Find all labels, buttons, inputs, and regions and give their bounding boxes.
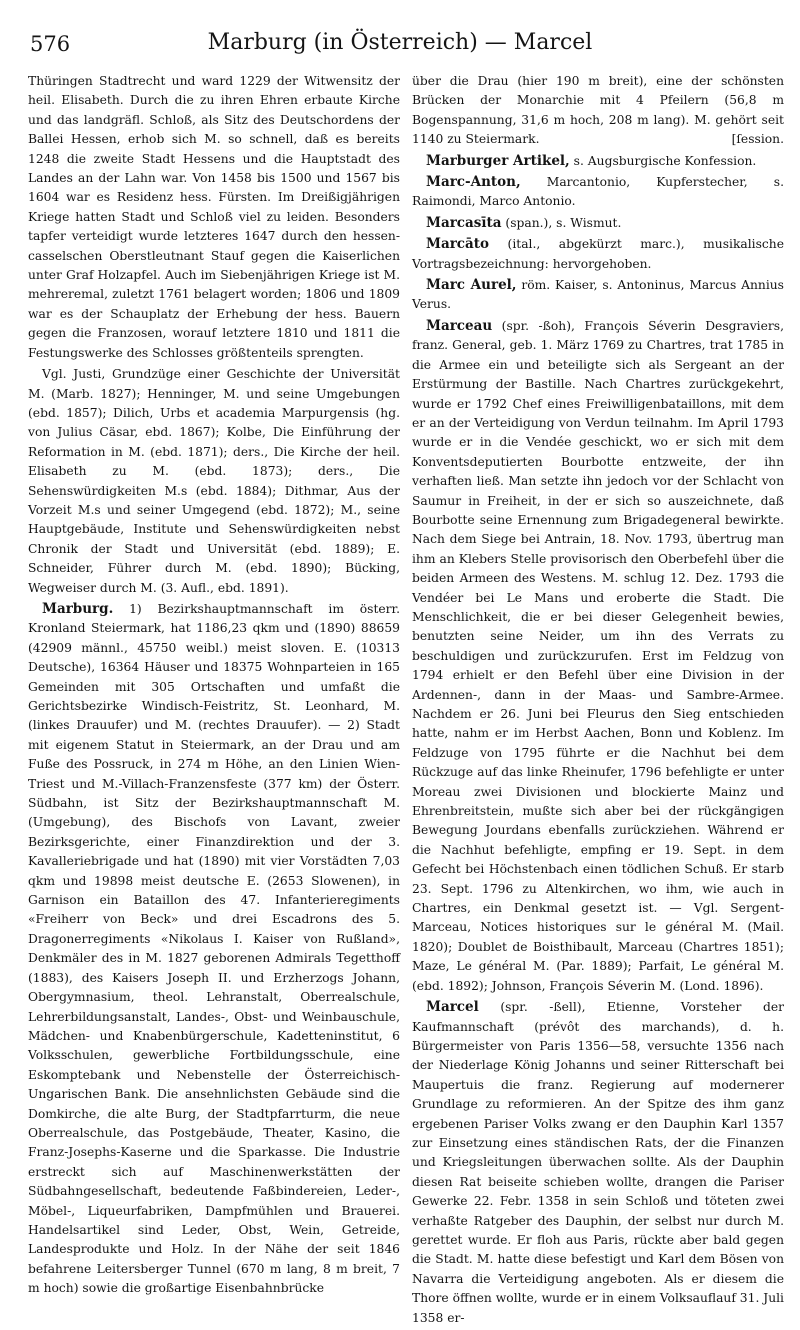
entry-marcel bbox=[412, 998, 784, 1328]
hyphen-carryover: [ſession. bbox=[731, 132, 784, 147]
references-text: Vgl. Justi, Grundzüge einer Geschichte der Universität M. (Marb. 1827); Henninger, M. und seine Umgebungen (ebd. 1857); Dilich, Urbs et academia Marpurgensis (hg. von Julius Cäsar, ebd. 1867); Kolbe, Die Einführung der Reformation in M. (ebd. 1871); ders., Die Kirche der heil. Elisabeth zu M. (ebd. 1873); ders., Die Sehenswürdigkeiten M.s (ebd. 1884); Dithmar, Aus der Vorzeit M.s und seiner Umgegend (ebd. 1872); M., seine Hauptgebäude, Institute und Sehenswürdigkeiten nebst Chronik der Stadt und Universität (ebd. 1889); E. Schneider, Führer durch M. (ebd. 1890); Bücking, Wegweiser durch M. (3. Aufl., ebd. 1891). bbox=[28, 367, 400, 595]
entry-headword: Marceau bbox=[426, 317, 493, 334]
entry-marcasita bbox=[412, 214, 784, 233]
paragraph-continuation bbox=[412, 72, 784, 150]
entry-text: s. Augsburgische Konfession. bbox=[573, 153, 757, 168]
entry-headword: Marc-Anton, bbox=[426, 174, 521, 191]
entry-headword: Marcel bbox=[426, 999, 479, 1016]
entry-text: (spr. -ßell), Etienne, Vorsteher der Kaufmannschaft (prévôt des marchands), d. h. Bürgermeister von Paris 1356—58, versuchte 1356 nach der Niederlage König Johanns und seiner Ritterschaft bei Maupertuis die franz. Regierung auf modernerer Grundlage zu reformieren. An der Spitze des ihm ganz ergebenen Pariser Volks zwang er den Dauphin Karl 1357 zur Einsetzung eines ständischen Rats, der die Finanzen und Kriegsleitungen überwachen sollte. Als der Dauphin diesen Rat beiseite schieben wollte, drangen die Pariser Gewerke 22. Febr. 1358 in sein Schloß und töteten zwei verhaßte Ratgeber des Dauphin, der selbst nur durch M. gerettet wurde. Er floh aus Paris, rückte aber bald gegen die Stadt. M. hatte diese befestigt und Karl dem Bösen von Navarra die Verteidigung angeboten. Als er diesem die Thore öffnen wollte, wurde er in einem Volksauflauf 31. Juli 1358 er- bbox=[412, 1000, 784, 1325]
entry-text: (spr. -ßoh), François Séverin Desgraviers, franz. General, geb. 1. März 1769 zu Chartres, trat 1785 in die Armee ein und beteiligte sich als Sergeant an der Erstürmung der Bastille. Nach Chartres zurückgekehrt, wurde er 1792 Chef eines Freiwilligenbataillons, mit dem er an der Verteidigung von Verdun teilnahm. Im April 1793 wurde er in die Vendée geschickt, wo er sich mit dem Konventsdeputierten Bourbotte entzweite, der ihn verhaften ließ. Man setzte ihn jedoch vor der Schlacht von Saumur in Freiheit, in der er sich so auszeichnete, daß Bourbotte seine Ernennung zum Brigadegeneral bewirkte. Nach dem Siege bei Antrain, 18. Nov. 1793, übertrug man ihm an Klebers Stelle provisorisch den Oberbefehl über die beiden Armeen des Westens. M. schlug 12. Dez. 1793 die Vendéer bei Le Mans und eroberte die Stadt. Die Menschlichkeit, die er bei dieser Gelegenheit bewies, benutzten seine Neider, um ihn des Verrats zu beschuldigen und zurückzurufen. Erst im Feldzug von 1794 erhielt er den Befehl über eine Division in der Ardennen-, dann in der Maas- und Sambre-Armee. Nachdem er 26. Juni bei Fleurus den Sieg entschieden hatte, nahm er im Herbst Aachen, Bonn und Koblenz. Im Feldzuge von 1795 führte er die Nachhut bei dem Rückzuge auf das linke Rheinufer, 1796 befehligte er unter Moreau zwei Divisionen und blockierte Mainz und Ehrenbreitstein, mußte sich aber bei der rückgängigen Bewegung Jourdans ebenfalls zurückziehen. Während er die Nachhut befehligte, empfing er 19. Sept. in dem Gefecht bei Höchstenbach einen tödlichen Schuß. Er starb 23. Sept. 1796 zu Altenkirchen, wo ihm, wie auch in Chartres, ein Denkmal gesetzt ist. — Vgl. Sergent-Marceau, Notices historiques sur le général M. (Mail. 1820); Doublet de Boisthibault, Marceau (Chartres 1851); Maze, Le général M. (Par. 1889); Parfait, Le général M. (ebd. 1892); Johnson, François Séverin M. (Lond. 1896). bbox=[412, 318, 784, 993]
entry-text: Marcantonio, Kupferstecher, s. Raimondi, Marco Antonio. bbox=[412, 175, 784, 209]
entry-text: 1) Bezirkshauptmannschaft im österr. Kronland Steiermark, hat 1186,23 qkm und (1890) 88659 (42909 männl., 45750 weibl.) meist sloven. E. (10313 Deutsche), 16364 Häuser und 18375 Wohnparteien in 165 Gemeinden mit 305 Ortschaften und umfaßt die Gerichtsbezirke Windisch-Feistritz, St. Leonhard, M. (linkes Drauufer) und M. (rechtes Drauufer). — 2) Stadt mit eigenem Statut in Steiermark, an der Drau und am Fuße des Possruck, in 274 m Höhe, an den Linien Wien-Triest und M.-Villach-Franzensfeste (377 km) der Österr. Südbahn, ist Sitz der Bezirkshauptmannschaft M. (Umgebung), des Bischofs von Lavant, zweier Bezirksgerichte, einer Finanzdirektion und der 3. Kavalleriebrigade und hat (1890) mit vier Vorstädten 7,03 qkm und 19898 meist deutsche E. (2653 Slowenen), in Garnison ein Bataillon des 47. Infanterieregiments «Freiherr von Beck» und drei Escadrons des 5. Dragonerregiments «Nikolaus I. Kaiser von Rußland», Denkmäler des in M. 1827 geborenen Admirals Tegetthoff (1883), des Kaisers Joseph II. und Erzherzogs Johann, Obergymnasium, theol. Lehranstalt, Oberrealschule, Lehrerbildungsanstalt, Landes-, Obst- und Weinbauschule, Mädchen- und Knabenbürgerschule, Kadetteninstitut, 6 Volksschulen, gewerbliche Fortbildungsschule, eine Eskomptebank und Nebenstelle der Österreichisch-Ungarischen Bank. Die ansehnlichsten Gebäude sind die Domkirche, die alte Burg, der Stadtpfarrturm, die neue Oberrealschule, das Postgebäude, Theater, Kasino, die Franz-Josephs-Kaserne und die Sparkasse. Die Industrie erstreckt sich auf Maschinenwerkstätten der Südbahngesellschaft, bedeutende Faßbindereien, Leder-, Möbel-, Liqueurfabriken, Dampfmühlen und Brauerei. Handelsartikel sind Leder, Obst, Wein, Getreide, Landesprodukte und Holz. In der Nähe der seit 1846 befahrene Leitersberger Tunnel (670 m lang, 8 m breit, 7 m hoch) sowie die großartige Eisenbahnbrücke bbox=[28, 601, 400, 1296]
entry-marceau bbox=[412, 317, 784, 996]
paragraph-marburg-history bbox=[28, 72, 400, 363]
entry-headword: Marcasīta bbox=[426, 214, 502, 231]
entry-marc-aurel bbox=[412, 276, 784, 315]
page-header bbox=[30, 30, 770, 64]
page-number: 576 bbox=[30, 32, 71, 56]
entry-headword: Marc Aurel, bbox=[426, 277, 517, 294]
entry-text: (span.), s. Wismut. bbox=[505, 215, 622, 230]
entry-text: röm. Kaiser, s. Antoninus, Marcus Annius Verus. bbox=[412, 278, 784, 312]
left-column bbox=[28, 72, 400, 1301]
entry-headword: Marburger Artikel, bbox=[426, 152, 570, 169]
entry-marburg-austria bbox=[28, 600, 400, 1299]
paragraph-text: Thüringen Stadtrecht und ward 1229 der Witwensitz der heil. Elisabeth. Durch die zu ihren Ehren erbaute Kirche und das landgräfl. Schloß, als Sitz des Deutschordens der Ballei Hessen, erhob sich M. so schnell, daß es bereits 1248 die zweite Stadt Hessens und die Hauptstadt des Landes an der Lahn war. Von 1458 bis 1500 und 1567 bis 1604 war es Residenz hess. Fürsten. Im Dreißigjährigen Kriege hatten Stadt und Schloß viel zu leiden. Besonders tapfer verteidigt wurde letzteres 1647 durch den hessen-casselschen Oberstleutnant Stauf gegen die Kaiserlichen unter Graf Holzapfel. Auch im Siebenjährigen Kriege ist M. mehreremal, zuletzt 1761 belagert worden; 1806 und 1809 war es der Schauplatz der Erhebung der hess. Bauern gegen die Franzosen, worauf letztere 1810 und 1811 die Festungswerke des Schlosses größtenteils sprengten. bbox=[28, 74, 400, 360]
entry-text: (ital., abgekürzt marc.), musikalische Vortragsbezeichnung: hervorgehoben. bbox=[412, 237, 784, 271]
entry-headword: Marburg. bbox=[42, 600, 114, 617]
paragraph-references bbox=[28, 365, 400, 598]
entry-marc-anton bbox=[412, 173, 784, 212]
paragraph-text: über die Drau (hier 190 m breit), eine der schönsten Brücken der Monarchie mit 4 Pfeilern (56,8 m Bogenspannung, 31,6 m hoch, 208 m lang). M. gehört seit 1140 zu Steiermark. bbox=[412, 74, 784, 147]
entry-marburger-artikel bbox=[412, 152, 784, 171]
running-title: Marburg (in Österreich) — Marcel bbox=[207, 30, 593, 55]
entry-marcato bbox=[412, 235, 784, 274]
entry-headword: Marcāto bbox=[426, 236, 490, 253]
right-column bbox=[412, 72, 784, 1330]
